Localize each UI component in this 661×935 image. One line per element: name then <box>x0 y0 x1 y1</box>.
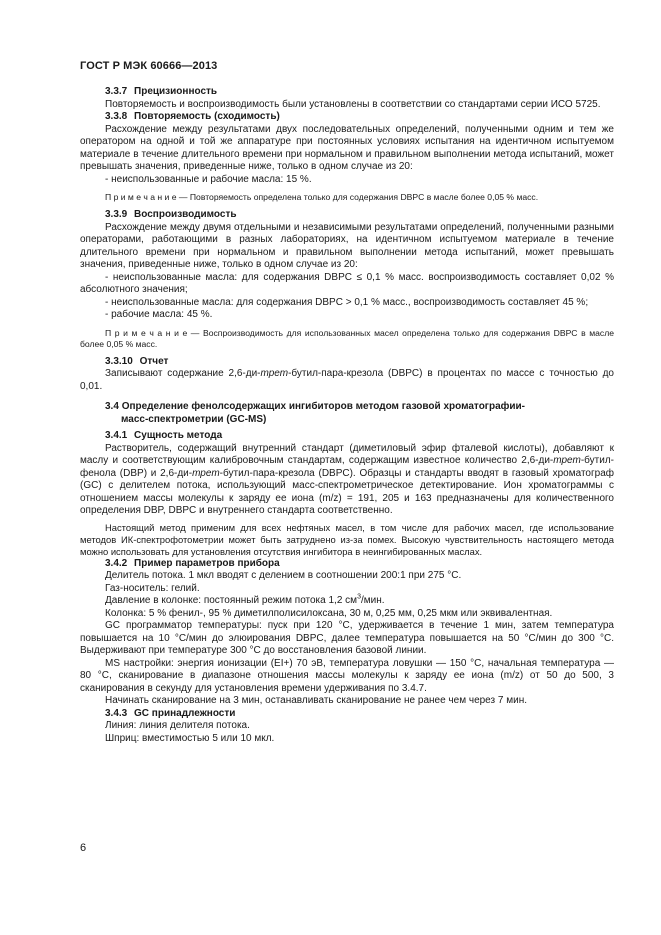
section-heading-3-4: 3.4 Определение фенолсодержащих ингибиторов методом газовой хроматографии- масс-спектрометрии (GC-MS) <box>105 401 526 425</box>
paragraph: GC программатор температуры: пуск при 120 °С, удерживается в течение 1 мин, затем температура повышается на 10 °С/мин до элюирования DBPC, далее температура повышается на 50 °С/мин до 300 °С. Выдерживают при температуре 300 °С до восстановления базовой линии. <box>80 620 614 656</box>
section-heading-3-3-10: 3.3.10 Отчет <box>105 355 169 367</box>
paragraph: Повторяемость и воспроизводимость были установлены в соответствии со стандартами серии ИСО 5725. <box>105 98 601 110</box>
paragraph: MS настройки: энергия ионизации (EI+) 70 эВ, температура ловушки — 150 °С, начальная температура — 80 °С, сканирование в диапазоне отношения массы молекулы к заряду ее иона (m/z) от 50 до 500, 3 сканирования в секунду для установления времени удерживания по 3.4.7. <box>80 657 614 694</box>
list-item: - неиспользованные и рабочие масла: 15 %. <box>105 173 312 185</box>
paragraph: Записывают содержание 2,6-ди-трет-бутил-пара-крезола (DBPC) в процентах по массе с точностью до 0,01. <box>80 368 614 392</box>
paragraph: Давление в колонке: постоянный режим потока 1,2 $см^3$/мин. <box>105 593 385 606</box>
section-heading-3-4-2: 3.4.2 Пример параметров прибора <box>105 557 280 569</box>
note: П р и м е ч а н и е — Воспроизводимость для использованных масел определена только для содержания DBPC в масле более 0,05 % масс. <box>80 327 615 349</box>
paragraph: Расхождение между двумя отдельными и независимыми результатами определений, полученными разными операторами, работающими в разных лабораториях, на идентичном испытуемом материале в течение длительного времени при нормальном и правильном выполнении метода испытаний, может превышать значения, приведенные ниже, только в одном случае из 20: <box>80 221 614 270</box>
document-header: ГОСТ Р МЭК 60666—2013 <box>80 60 218 72</box>
paragraph: Газ-носитель: гелий. <box>105 582 200 594</box>
section-heading-3-4-3: 3.4.3 GC принадлежности <box>105 707 236 719</box>
note: П р и м е ч а н и е — Повторяемость определена только для содержания DBPC в масле более 0,05 % масс. <box>105 192 539 202</box>
paragraph: Растворитель, содержащий внутренний стандарт (диметиловый эфир фталевой кислоты), добавляют к маслу и соответствующим калибровочным стандартам, содержащим известное количество 2,6-ди-трет-бутил-фенола (DBP) и 2,6-ди-трет-бутил-пара-крезола (DBPC). Образцы и стандарты вводят в газовый хроматограф (GC) с делителем потока, использующий масс-спектрометрическое детектирование. Ион хроматограммы с отношением массы молекулы к заряду ее иона (m/z) = 191, 205 и 163 предназначены для количественного определения DBP, DBPC и внутреннего стандарта соответственно. <box>80 442 614 516</box>
paragraph: Колонка: 5 % фенил-, 95 % диметилполисилоксана, 30 м, 0,25 мм, 0,25 мкм или эквивалентная. <box>105 607 553 619</box>
page-number: 6 <box>80 842 87 854</box>
paragraph-small: Настоящий метод применим для всех нефтяных масел, в том числе для рабочих масел, где использование методов ИК-спектрофотометрии может быть затруднено из-за помех. Высокую чувствительность настоящего метода можно использовать для установления отсутствия ингибитора в неингибированных маслах. <box>80 521 614 557</box>
list-item: - рабочие масла: 45 %. <box>105 309 213 320</box>
paragraph: Расхождение между результатами двух последовательных определений, полученными одним и тем же оператором на одной и той же аппаратуре при постоянных условиях испытания на идентичном испытуемом материале в течение длительного времени при нормальном и правильном выполнении метода испытаний, может превышать значения, приведенные ниже, только в одном случае из 20: <box>80 123 614 172</box>
paragraph: Начинать сканирование на 3 мин, останавливать сканирование не ранее чем через 7 мин. <box>105 695 527 706</box>
paragraph: Линия: линия делителя потока. <box>105 720 250 731</box>
section-heading-3-3-8: 3.3.8 Повторяемость (сходимость) <box>105 111 280 122</box>
section-heading-3-3-9: 3.3.9 Воспроизводимость <box>105 209 237 220</box>
list-item: - неиспользованные масла: для содержания DBPC > 0,1 % масс., воспроизводимость составляет 45 %; <box>105 296 589 308</box>
section-heading-3-4-1: 3.4.1 Сущность метода <box>105 430 223 441</box>
document-body <box>80 86 614 745</box>
section-heading-3-3-7: 3.3.7 Прецизионность <box>105 86 218 97</box>
paragraph: Шприц: вместимостью 5 или 10 мкл. <box>105 732 275 744</box>
paragraph: Делитель потока. 1 мкл вводят с делением в соотношении 200:1 при 275 °С. <box>105 570 462 581</box>
list-item: - неиспользованные масла: для содержания DBPC ≤ 0,1 % масс. воспроизводимость составляет 0,02 % абсолютного значения; <box>80 271 614 295</box>
